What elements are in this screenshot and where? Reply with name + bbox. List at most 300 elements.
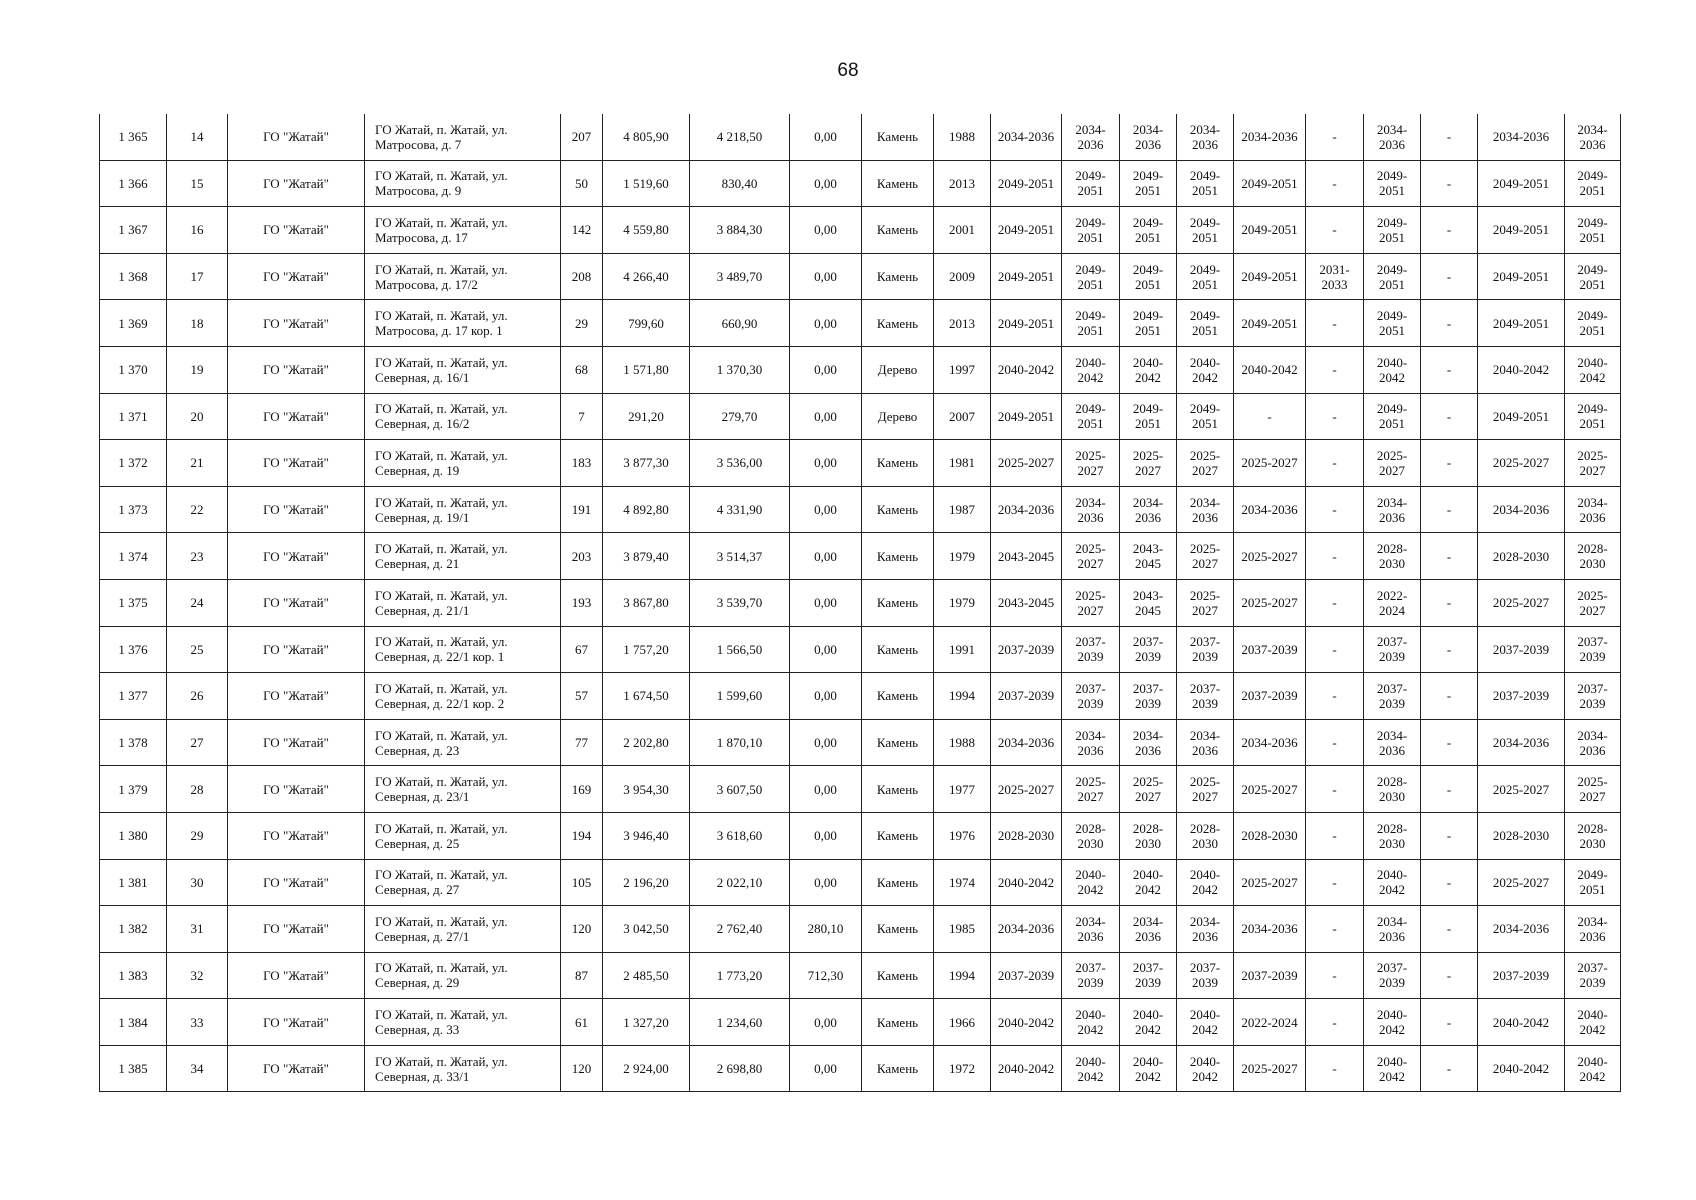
period-cell: 2040-2042 xyxy=(1120,859,1177,906)
period-cell: - xyxy=(1306,207,1364,254)
residential-area-cell: 3 514,37 xyxy=(690,533,790,580)
address-cell: ГО Жатай, п. Жатай, ул. Матросова, д. 17 кор. 1 xyxy=(365,300,561,347)
residents-cell: 169 xyxy=(561,766,603,813)
period-cell: 2049-2051 xyxy=(1364,207,1421,254)
period-cell: 2028-2030 xyxy=(991,812,1062,859)
period-cell: 2049-2051 xyxy=(1120,300,1177,347)
municipality-cell: ГО "Жатай" xyxy=(228,114,365,160)
period-cell: 2034-2036 xyxy=(991,719,1062,766)
period-cell: 2025-2027 xyxy=(1234,579,1306,626)
table-row xyxy=(100,999,1621,1046)
table-row xyxy=(100,300,1621,347)
municipality-cell: ГО "Жатай" xyxy=(228,906,365,953)
build-year-cell: 1979 xyxy=(934,579,991,626)
address-cell: ГО Жатай, п. Жатай, ул. Матросова, д. 17/2 xyxy=(365,253,561,300)
period-cell: 2037-2039 xyxy=(1565,673,1621,720)
residential-area-cell: 2 698,80 xyxy=(690,1045,790,1092)
nonresidential-area-cell: 0,00 xyxy=(790,673,862,720)
period-cell: 2043-2045 xyxy=(991,579,1062,626)
period-cell: 2025-2027 xyxy=(1565,766,1621,813)
residential-area-cell: 2 022,10 xyxy=(690,859,790,906)
nonresidential-area-cell: 280,10 xyxy=(790,906,862,953)
period-cell: 2025-2027 xyxy=(1062,440,1120,487)
table-body xyxy=(100,114,1621,1092)
period-cell: 2034-2036 xyxy=(1364,906,1421,953)
address-cell: ГО Жатай, п. Жатай, ул. Северная, д. 33 xyxy=(365,999,561,1046)
period-cell: 2049-2051 xyxy=(1177,160,1234,207)
period-cell: 2025-2027 xyxy=(1062,766,1120,813)
reg-number-cell: 1 376 xyxy=(100,626,167,673)
address-cell: ГО Жатай, п. Жатай, ул. Северная, д. 27 xyxy=(365,859,561,906)
ordinal-number-cell: 31 xyxy=(167,906,228,953)
total-area-cell: 3 867,80 xyxy=(603,579,690,626)
nonresidential-area-cell: 0,00 xyxy=(790,719,862,766)
ordinal-number-cell: 16 xyxy=(167,207,228,254)
nonresidential-area-cell: 0,00 xyxy=(790,999,862,1046)
period-cell: 2025-2027 xyxy=(1177,766,1234,813)
residential-area-cell: 3 884,30 xyxy=(690,207,790,254)
residents-cell: 191 xyxy=(561,486,603,533)
residents-cell: 50 xyxy=(561,160,603,207)
reg-number-cell: 1 368 xyxy=(100,253,167,300)
period-cell: 2049-2051 xyxy=(1120,207,1177,254)
build-year-cell: 1981 xyxy=(934,440,991,487)
period-cell: 2025-2027 xyxy=(1177,579,1234,626)
period-cell: 2040-2042 xyxy=(991,859,1062,906)
period-cell: - xyxy=(1421,626,1478,673)
period-cell: 2049-2051 xyxy=(1478,207,1565,254)
period-cell: 2028-2030 xyxy=(1364,766,1421,813)
total-area-cell: 2 196,20 xyxy=(603,859,690,906)
wall-material-cell: Камень xyxy=(862,440,934,487)
period-cell: 2034-2036 xyxy=(1062,114,1120,160)
period-cell: 2028-2030 xyxy=(1177,812,1234,859)
period-cell: 2037-2039 xyxy=(1062,673,1120,720)
period-cell: 2034-2036 xyxy=(1234,486,1306,533)
period-cell: 2049-2051 xyxy=(991,253,1062,300)
period-cell: 2025-2027 xyxy=(1234,440,1306,487)
municipality-cell: ГО "Жатай" xyxy=(228,533,365,580)
period-cell: 2049-2051 xyxy=(1062,300,1120,347)
period-cell: 2034-2036 xyxy=(1062,486,1120,533)
period-cell: 2049-2051 xyxy=(1062,253,1120,300)
period-cell: - xyxy=(1421,579,1478,626)
reg-number-cell: 1 381 xyxy=(100,859,167,906)
municipality-cell: ГО "Жатай" xyxy=(228,1045,365,1092)
period-cell: 2034-2036 xyxy=(1478,906,1565,953)
ordinal-number-cell: 33 xyxy=(167,999,228,1046)
table-row xyxy=(100,673,1621,720)
period-cell: 2034-2036 xyxy=(1120,719,1177,766)
period-cell: 2040-2042 xyxy=(1364,859,1421,906)
period-cell: 2049-2051 xyxy=(1234,300,1306,347)
period-cell: 2034-2036 xyxy=(1364,719,1421,766)
residential-area-cell: 1 234,60 xyxy=(690,999,790,1046)
residents-cell: 105 xyxy=(561,859,603,906)
wall-material-cell: Камень xyxy=(862,999,934,1046)
address-cell: ГО Жатай, п. Жатай, ул. Северная, д. 33/1 xyxy=(365,1045,561,1092)
period-cell: 2049-2051 xyxy=(1062,393,1120,440)
period-cell: 2049-2051 xyxy=(1478,393,1565,440)
residential-area-cell: 1 566,50 xyxy=(690,626,790,673)
period-cell: 2025-2027 xyxy=(1565,579,1621,626)
period-cell: - xyxy=(1306,719,1364,766)
ordinal-number-cell: 27 xyxy=(167,719,228,766)
period-cell: 2037-2039 xyxy=(1565,952,1621,999)
period-cell: 2025-2027 xyxy=(1478,859,1565,906)
reg-number-cell: 1 370 xyxy=(100,346,167,393)
total-area-cell: 1 327,20 xyxy=(603,999,690,1046)
period-cell: 2025-2027 xyxy=(1565,440,1621,487)
period-cell: 2025-2027 xyxy=(991,766,1062,813)
reg-number-cell: 1 385 xyxy=(100,1045,167,1092)
period-cell: 2028-2030 xyxy=(1565,812,1621,859)
period-cell: 2025-2027 xyxy=(1478,440,1565,487)
period-cell: - xyxy=(1421,160,1478,207)
period-cell: - xyxy=(1306,952,1364,999)
period-cell: 2034-2036 xyxy=(1234,906,1306,953)
period-cell: 2034-2036 xyxy=(1478,486,1565,533)
period-cell: 2025-2027 xyxy=(1177,533,1234,580)
period-cell: 2037-2039 xyxy=(1234,673,1306,720)
wall-material-cell: Камень xyxy=(862,719,934,766)
residents-cell: 120 xyxy=(561,1045,603,1092)
reg-number-cell: 1 375 xyxy=(100,579,167,626)
period-cell: - xyxy=(1421,719,1478,766)
table-row xyxy=(100,906,1621,953)
wall-material-cell: Камень xyxy=(862,1045,934,1092)
wall-material-cell: Камень xyxy=(862,766,934,813)
residents-cell: 194 xyxy=(561,812,603,859)
period-cell: 2034-2036 xyxy=(1062,906,1120,953)
ordinal-number-cell: 28 xyxy=(167,766,228,813)
nonresidential-area-cell: 0,00 xyxy=(790,766,862,813)
ordinal-number-cell: 24 xyxy=(167,579,228,626)
nonresidential-area-cell: 0,00 xyxy=(790,253,862,300)
period-cell: 2034-2036 xyxy=(1478,114,1565,160)
table-row xyxy=(100,253,1621,300)
wall-material-cell: Дерево xyxy=(862,393,934,440)
period-cell: 2022-2024 xyxy=(1364,579,1421,626)
total-area-cell: 291,20 xyxy=(603,393,690,440)
period-cell: 2040-2042 xyxy=(1120,999,1177,1046)
period-cell: 2040-2042 xyxy=(991,1045,1062,1092)
period-cell: 2049-2051 xyxy=(1234,160,1306,207)
build-year-cell: 1997 xyxy=(934,346,991,393)
municipality-cell: ГО "Жатай" xyxy=(228,812,365,859)
municipality-cell: ГО "Жатай" xyxy=(228,579,365,626)
period-cell: 2034-2036 xyxy=(1478,719,1565,766)
address-cell: ГО Жатай, п. Жатай, ул. Северная, д. 27/1 xyxy=(365,906,561,953)
residents-cell: 183 xyxy=(561,440,603,487)
period-cell: - xyxy=(1306,393,1364,440)
period-cell: 2049-2051 xyxy=(1177,393,1234,440)
table-row xyxy=(100,160,1621,207)
period-cell: 2040-2042 xyxy=(1565,346,1621,393)
reg-number-cell: 1 379 xyxy=(100,766,167,813)
table-row xyxy=(100,440,1621,487)
period-cell: 2049-2051 xyxy=(1565,253,1621,300)
period-cell: - xyxy=(1306,346,1364,393)
period-cell: - xyxy=(1306,486,1364,533)
period-cell: 2049-2051 xyxy=(991,300,1062,347)
period-cell: 2049-2051 xyxy=(1565,207,1621,254)
period-cell: 2037-2039 xyxy=(1478,626,1565,673)
total-area-cell: 3 879,40 xyxy=(603,533,690,580)
period-cell: 2025-2027 xyxy=(1478,766,1565,813)
period-cell: - xyxy=(1306,859,1364,906)
build-year-cell: 1988 xyxy=(934,719,991,766)
nonresidential-area-cell: 0,00 xyxy=(790,393,862,440)
residential-area-cell: 3 618,60 xyxy=(690,812,790,859)
period-cell: 2037-2039 xyxy=(991,673,1062,720)
reg-number-cell: 1 366 xyxy=(100,160,167,207)
period-cell: 2034-2036 xyxy=(1062,719,1120,766)
period-cell: 2043-2045 xyxy=(1120,533,1177,580)
build-year-cell: 2013 xyxy=(934,160,991,207)
ordinal-number-cell: 30 xyxy=(167,859,228,906)
period-cell: 2040-2042 xyxy=(1565,1045,1621,1092)
period-cell: - xyxy=(1421,673,1478,720)
total-area-cell: 3 877,30 xyxy=(603,440,690,487)
municipality-cell: ГО "Жатай" xyxy=(228,719,365,766)
period-cell: - xyxy=(1306,440,1364,487)
period-cell: 2049-2051 xyxy=(1120,160,1177,207)
period-cell: 2025-2027 xyxy=(1234,766,1306,813)
nonresidential-area-cell: 0,00 xyxy=(790,626,862,673)
period-cell: - xyxy=(1306,160,1364,207)
period-cell: 2037-2039 xyxy=(1364,673,1421,720)
period-cell: 2040-2042 xyxy=(1177,999,1234,1046)
period-cell: - xyxy=(1306,999,1364,1046)
residents-cell: 203 xyxy=(561,533,603,580)
period-cell: 2028-2030 xyxy=(1062,812,1120,859)
period-cell: 2034-2036 xyxy=(1565,486,1621,533)
period-cell: 2049-2051 xyxy=(1364,160,1421,207)
address-cell: ГО Жатай, п. Жатай, ул. Матросова, д. 9 xyxy=(365,160,561,207)
period-cell: 2040-2042 xyxy=(1364,999,1421,1046)
period-cell: 2040-2042 xyxy=(1062,1045,1120,1092)
period-cell: 2025-2027 xyxy=(1234,1045,1306,1092)
total-area-cell: 4 266,40 xyxy=(603,253,690,300)
reg-number-cell: 1 383 xyxy=(100,952,167,999)
period-cell: 2049-2051 xyxy=(1234,253,1306,300)
period-cell: 2031-2033 xyxy=(1306,253,1364,300)
nonresidential-area-cell: 0,00 xyxy=(790,859,862,906)
address-cell: ГО Жатай, п. Жатай, ул. Матросова, д. 7 xyxy=(365,114,561,160)
period-cell: 2037-2039 xyxy=(1565,626,1621,673)
period-cell: - xyxy=(1421,114,1478,160)
period-cell: 2040-2042 xyxy=(1062,346,1120,393)
period-cell: - xyxy=(1421,300,1478,347)
period-cell: - xyxy=(1306,766,1364,813)
period-cell: 2040-2042 xyxy=(1120,346,1177,393)
ordinal-number-cell: 23 xyxy=(167,533,228,580)
period-cell: 2034-2036 xyxy=(991,906,1062,953)
build-year-cell: 1994 xyxy=(934,952,991,999)
table-row xyxy=(100,952,1621,999)
period-cell: - xyxy=(1421,812,1478,859)
period-cell: - xyxy=(1421,533,1478,580)
build-year-cell: 2001 xyxy=(934,207,991,254)
wall-material-cell: Камень xyxy=(862,626,934,673)
period-cell: 2049-2051 xyxy=(1478,253,1565,300)
wall-material-cell: Камень xyxy=(862,207,934,254)
reg-number-cell: 1 380 xyxy=(100,812,167,859)
period-cell: - xyxy=(1421,440,1478,487)
ordinal-number-cell: 18 xyxy=(167,300,228,347)
period-cell: 2034-2036 xyxy=(991,114,1062,160)
municipality-cell: ГО "Жатай" xyxy=(228,253,365,300)
period-cell: - xyxy=(1306,626,1364,673)
ordinal-number-cell: 20 xyxy=(167,393,228,440)
table-row xyxy=(100,533,1621,580)
municipality-cell: ГО "Жатай" xyxy=(228,626,365,673)
period-cell: 2040-2042 xyxy=(991,346,1062,393)
period-cell: 2037-2039 xyxy=(1364,626,1421,673)
wall-material-cell: Камень xyxy=(862,114,934,160)
residential-area-cell: 3 539,70 xyxy=(690,579,790,626)
nonresidential-area-cell: 0,00 xyxy=(790,486,862,533)
table-row xyxy=(100,859,1621,906)
period-cell: 2049-2051 xyxy=(991,393,1062,440)
period-cell: 2049-2051 xyxy=(1565,160,1621,207)
address-cell: ГО Жатай, п. Жатай, ул. Северная, д. 25 xyxy=(365,812,561,859)
period-cell: - xyxy=(1234,393,1306,440)
period-cell: - xyxy=(1421,766,1478,813)
reg-number-cell: 1 373 xyxy=(100,486,167,533)
nonresidential-area-cell: 0,00 xyxy=(790,114,862,160)
residents-cell: 67 xyxy=(561,626,603,673)
total-area-cell: 3 946,40 xyxy=(603,812,690,859)
period-cell: 2049-2051 xyxy=(991,160,1062,207)
period-cell: - xyxy=(1421,253,1478,300)
table-row xyxy=(100,719,1621,766)
period-cell: 2034-2036 xyxy=(1234,719,1306,766)
period-cell: 2037-2039 xyxy=(991,626,1062,673)
ordinal-number-cell: 14 xyxy=(167,114,228,160)
period-cell: 2049-2051 xyxy=(1120,253,1177,300)
period-cell: - xyxy=(1306,1045,1364,1092)
municipality-cell: ГО "Жатай" xyxy=(228,766,365,813)
address-cell: ГО Жатай, п. Жатай, ул. Северная, д. 21 xyxy=(365,533,561,580)
residents-cell: 208 xyxy=(561,253,603,300)
table-row xyxy=(100,114,1621,160)
municipality-cell: ГО "Жатай" xyxy=(228,999,365,1046)
residential-area-cell: 279,70 xyxy=(690,393,790,440)
period-cell: 2049-2051 xyxy=(991,207,1062,254)
table-row xyxy=(100,626,1621,673)
municipality-cell: ГО "Жатай" xyxy=(228,346,365,393)
wall-material-cell: Камень xyxy=(862,160,934,207)
residential-area-cell: 660,90 xyxy=(690,300,790,347)
period-cell: 2025-2027 xyxy=(1062,533,1120,580)
period-cell: 2040-2042 xyxy=(1478,346,1565,393)
period-cell: 2037-2039 xyxy=(1177,626,1234,673)
period-cell: 2037-2039 xyxy=(1120,673,1177,720)
ordinal-number-cell: 19 xyxy=(167,346,228,393)
period-cell: - xyxy=(1306,812,1364,859)
municipality-cell: ГО "Жатай" xyxy=(228,673,365,720)
period-cell: 2037-2039 xyxy=(1120,952,1177,999)
build-year-cell: 2013 xyxy=(934,300,991,347)
period-cell: 2025-2027 xyxy=(1478,579,1565,626)
period-cell: - xyxy=(1421,1045,1478,1092)
build-year-cell: 1972 xyxy=(934,1045,991,1092)
period-cell: - xyxy=(1421,207,1478,254)
build-year-cell: 1979 xyxy=(934,533,991,580)
reg-number-cell: 1 382 xyxy=(100,906,167,953)
period-cell: 2040-2042 xyxy=(991,999,1062,1046)
ordinal-number-cell: 17 xyxy=(167,253,228,300)
period-cell: 2034-2036 xyxy=(1177,906,1234,953)
total-area-cell: 4 805,90 xyxy=(603,114,690,160)
ordinal-number-cell: 26 xyxy=(167,673,228,720)
period-cell: 2040-2042 xyxy=(1062,859,1120,906)
ordinal-number-cell: 29 xyxy=(167,812,228,859)
period-cell: 2040-2042 xyxy=(1364,346,1421,393)
period-cell: 2034-2036 xyxy=(991,486,1062,533)
residential-area-cell: 1 773,20 xyxy=(690,952,790,999)
period-cell: 2034-2036 xyxy=(1177,719,1234,766)
period-cell: - xyxy=(1306,300,1364,347)
period-cell: 2049-2051 xyxy=(1565,393,1621,440)
table-row xyxy=(100,346,1621,393)
period-cell: 2037-2039 xyxy=(1062,952,1120,999)
period-cell: 2049-2051 xyxy=(1234,207,1306,254)
period-cell: 2049-2051 xyxy=(1364,393,1421,440)
ordinal-number-cell: 21 xyxy=(167,440,228,487)
period-cell: 2034-2036 xyxy=(1565,114,1621,160)
municipality-cell: ГО "Жатай" xyxy=(228,952,365,999)
period-cell: 2049-2051 xyxy=(1062,207,1120,254)
reg-number-cell: 1 374 xyxy=(100,533,167,580)
residential-area-cell: 3 607,50 xyxy=(690,766,790,813)
table-row xyxy=(100,579,1621,626)
period-cell: 2025-2027 xyxy=(991,440,1062,487)
wall-material-cell: Дерево xyxy=(862,346,934,393)
reg-number-cell: 1 369 xyxy=(100,300,167,347)
period-cell: 2028-2030 xyxy=(1120,812,1177,859)
period-cell: 2025-2027 xyxy=(1177,440,1234,487)
reg-number-cell: 1 371 xyxy=(100,393,167,440)
municipality-cell: ГО "Жатай" xyxy=(228,486,365,533)
period-cell: 2034-2036 xyxy=(1120,114,1177,160)
period-cell: 2025-2027 xyxy=(1120,440,1177,487)
ordinal-number-cell: 15 xyxy=(167,160,228,207)
page-number: 68 xyxy=(837,60,859,81)
table-row xyxy=(100,812,1621,859)
residents-cell: 120 xyxy=(561,906,603,953)
build-year-cell: 1974 xyxy=(934,859,991,906)
nonresidential-area-cell: 0,00 xyxy=(790,1045,862,1092)
nonresidential-area-cell: 0,00 xyxy=(790,346,862,393)
nonresidential-area-cell: 0,00 xyxy=(790,160,862,207)
build-year-cell: 1977 xyxy=(934,766,991,813)
build-year-cell: 1987 xyxy=(934,486,991,533)
table-row xyxy=(100,486,1621,533)
period-cell: 2049-2051 xyxy=(1120,393,1177,440)
nonresidential-area-cell: 0,00 xyxy=(790,533,862,580)
ordinal-number-cell: 22 xyxy=(167,486,228,533)
period-cell: 2025-2027 xyxy=(1234,533,1306,580)
reg-number-cell: 1 378 xyxy=(100,719,167,766)
table-row xyxy=(100,393,1621,440)
residential-area-cell: 1 870,10 xyxy=(690,719,790,766)
period-cell: 2040-2042 xyxy=(1234,346,1306,393)
nonresidential-area-cell: 0,00 xyxy=(790,812,862,859)
reg-number-cell: 1 384 xyxy=(100,999,167,1046)
